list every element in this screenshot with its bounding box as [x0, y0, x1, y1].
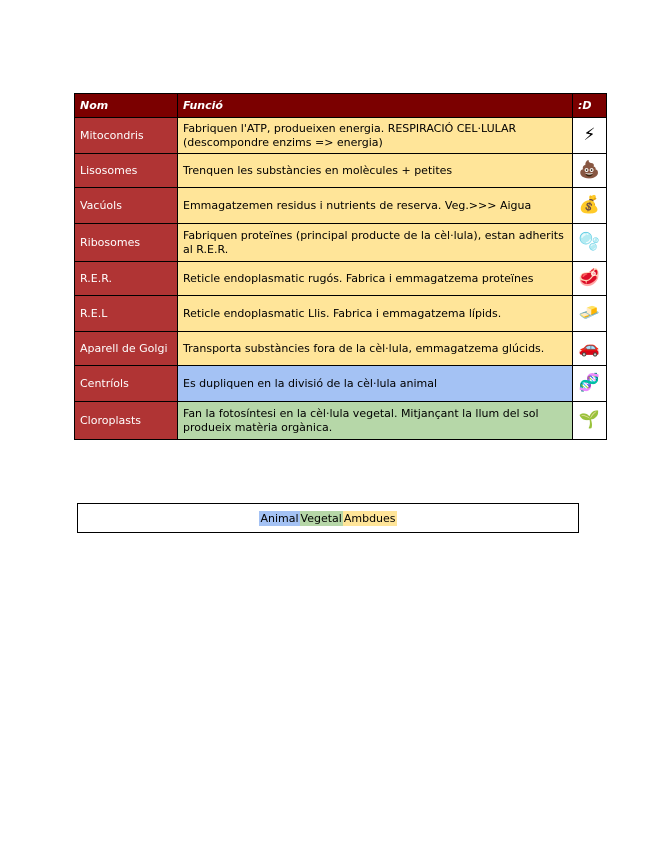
table-row — [75, 366, 607, 402]
organelle-name: Vacúols — [75, 188, 178, 224]
car-icon: 🚗 — [573, 332, 607, 366]
table-row — [75, 224, 607, 262]
seedling-icon: 🌱 — [573, 402, 607, 440]
table-row — [75, 402, 607, 440]
organelle-function: Es dupliquen en la divisió de la cèl·lula animal — [178, 366, 573, 402]
table-header-row — [75, 94, 607, 118]
table-row — [75, 296, 607, 332]
color-legend — [77, 503, 579, 533]
organelle-name: Lisosomes — [75, 154, 178, 188]
organelle-name: Cloroplasts — [75, 402, 178, 440]
organelle-function: Transporta substàncies fora de la cèl·lula, emmagatzema glúcids. — [178, 332, 573, 366]
table-row — [75, 262, 607, 296]
organelle-function: Reticle endoplasmatic rugós. Fabrica i emmagatzema proteïnes — [178, 262, 573, 296]
legend-ambdues: Ambdues — [343, 511, 396, 525]
header-function: Funció — [178, 94, 573, 118]
header-emoji: :D — [573, 94, 607, 118]
table-row — [75, 332, 607, 366]
table-row — [75, 118, 607, 154]
organelle-name: Mitocondris — [75, 118, 178, 154]
organelle-name: Aparell de Golgi — [75, 332, 178, 366]
dna-icon: 🧬 — [573, 366, 607, 402]
table-row — [75, 154, 607, 188]
legend-animal: Animal — [260, 511, 299, 525]
organelle-name: Centríols — [75, 366, 178, 402]
meat-icon: 🥩 — [573, 262, 607, 296]
header-name: Nom — [75, 94, 178, 118]
lightning-icon: ⚡ — [573, 118, 607, 154]
table-row — [75, 188, 607, 224]
organelle-function: Fabriquen l'ATP, produeixen energia. RESPIRACIÓ CEL·LULAR (descompondre enzims => energia) — [178, 118, 573, 154]
organelle-function: Fan la fotosíntesi en la cèl·lula vegetal. Mitjançant la llum del sol produeix matèria orgànica. — [178, 402, 573, 440]
poop-icon: 💩 — [573, 154, 607, 188]
organelle-name: R.E.L — [75, 296, 178, 332]
organelle-name: Ribosomes — [75, 224, 178, 262]
money-bag-icon: 💰 — [573, 188, 607, 224]
organelle-function: Trenquen les substàncies en molècules + petites — [178, 154, 573, 188]
bubbles-icon: 🫧 — [573, 224, 607, 262]
organelle-function: Fabriquen proteïnes (principal producte de la cèl·lula), estan adherits al R.E.R. — [178, 224, 573, 262]
butter-icon: 🧈 — [573, 296, 607, 332]
organelle-function: Reticle endoplasmatic Llis. Fabrica i emmagatzema lípids. — [178, 296, 573, 332]
organelle-name: R.E.R. — [75, 262, 178, 296]
organelles-table — [74, 93, 607, 440]
organelle-function: Emmagatzemen residus i nutrients de reserva. Veg.>>> Aigua — [178, 188, 573, 224]
legend-vegetal: Vegetal — [300, 511, 342, 525]
